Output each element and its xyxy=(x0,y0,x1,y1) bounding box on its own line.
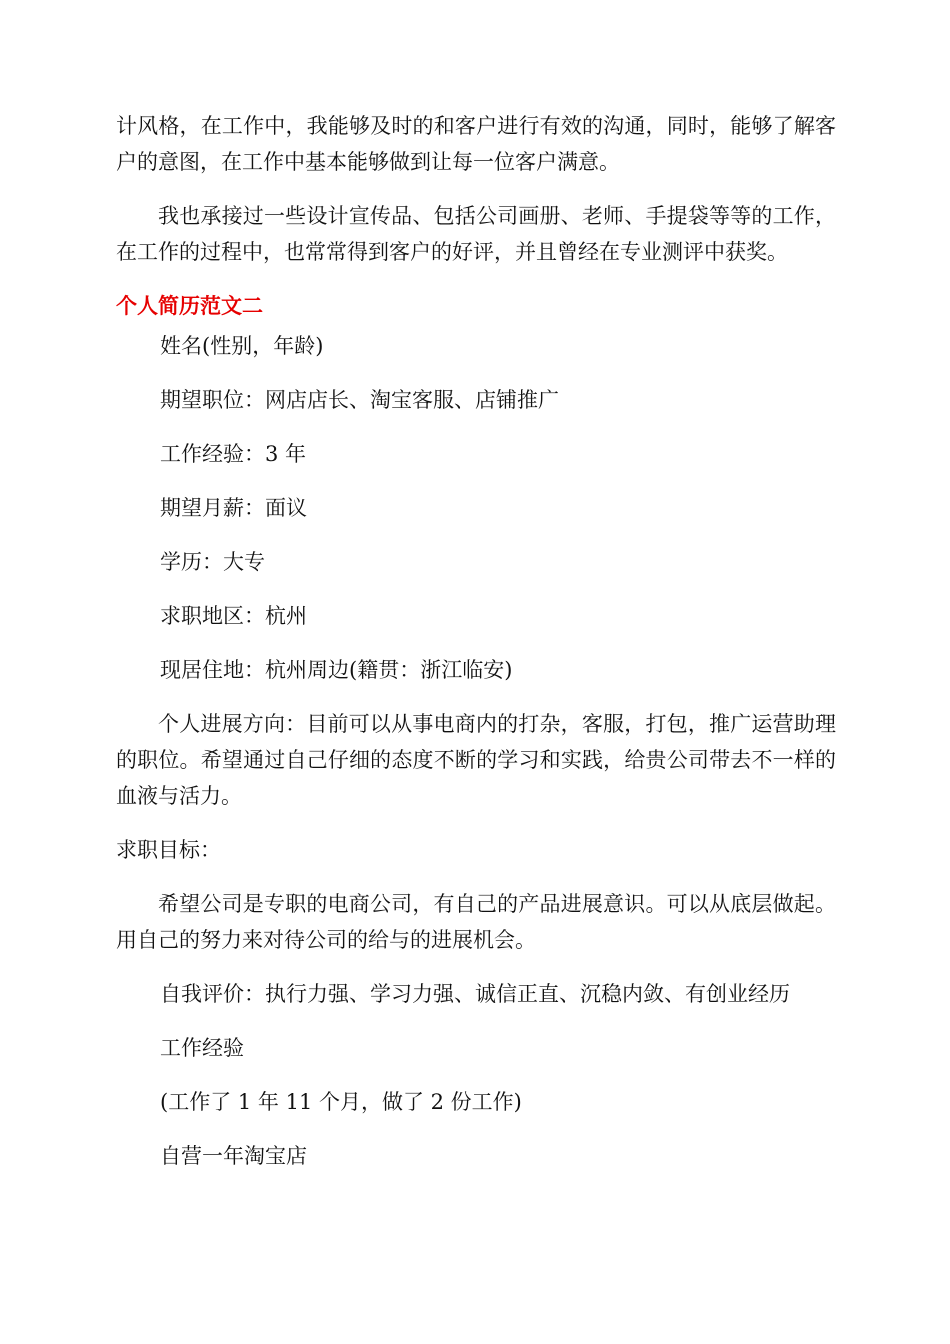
document-body xyxy=(116,108,836,1192)
residence-field: 现居住地：杭州周边(籍贯：浙江临安) xyxy=(160,658,513,682)
region-field: 求职地区：杭州 xyxy=(160,604,307,628)
section-heading: 个人简历范文二 xyxy=(116,294,263,318)
work-summary: (工作了 1 年 11 个月，做了 2 份工作) xyxy=(160,1090,522,1114)
work-experience-label: 工作经验 xyxy=(160,1036,244,1060)
name-field: 姓名(性别，年龄) xyxy=(160,334,324,358)
position-field: 期望职位：网店店长、淘宝客服、店铺推广 xyxy=(160,388,559,412)
job-entry: 自营一年淘宝店 xyxy=(160,1144,307,1168)
paragraph-career-direction: 个人进展方向：目前可以从事电商内的打杂，客服，打包，推广运营助理的职位。希望通过自己仔细的态度不断的学习和实践，给贵公司带去不一样的血液与活力。 xyxy=(116,712,836,808)
self-evaluation-field: 自我评价：执行力强、学习力强、诚信正直、沉稳内敛、有创业经历 xyxy=(160,982,790,1006)
paragraph-job-goal: 希望公司是专职的电商公司，有自己的产品进展意识。可以从底层做起。用自己的努力来对待公司的给与的进展机会。 xyxy=(116,892,836,952)
paragraph-design-style: 计风格，在工作中，我能够及时的和客户进行有效的沟通，同时，能够了解客户的意图，在工作中基本能够做到让每一位客户满意。 xyxy=(116,114,836,174)
education-field: 学历：大专 xyxy=(160,550,265,574)
paragraph-design-works: 我也承接过一些设计宣传品、包括公司画册、老师、手提袋等等的工作，在工作的过程中，也常常得到客户的好评，并且曾经在专业测评中获奖。 xyxy=(116,204,836,264)
salary-field: 期望月薪：面议 xyxy=(160,496,307,520)
experience-field: 工作经验：3 年 xyxy=(160,442,307,466)
job-goal-label: 求职目标： xyxy=(116,838,221,862)
